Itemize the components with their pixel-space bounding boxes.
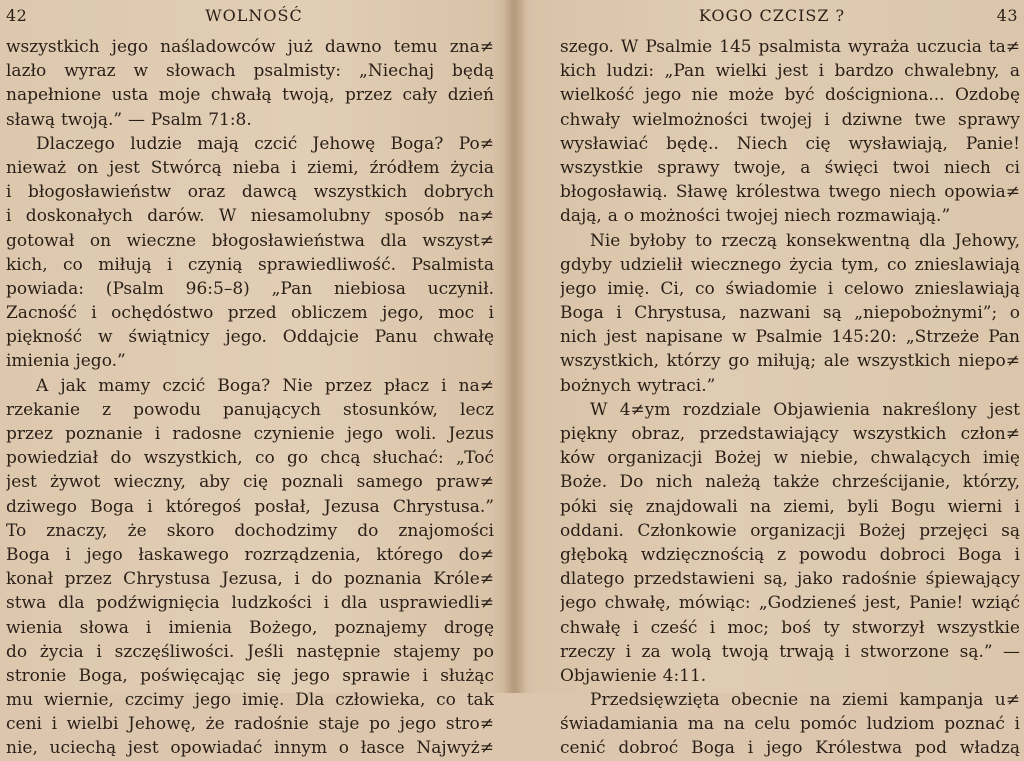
running-title: WOLNOŚĆ [205, 6, 303, 25]
left-page-text [6, 35, 494, 761]
right-page-text [560, 35, 1020, 761]
running-title: KOGO CZCISZ ? [698, 6, 846, 25]
left-page [0, 0, 508, 759]
text-line: stwa dla podźwignięcia ludzkości i dla usprawiedli≠ [6, 593, 494, 614]
text-line: chwałę i cześć i moc; boś ty stworzył wszystkie [560, 617, 1020, 638]
text-line: rzekanie z powodu panujących stosunków, lecz [6, 399, 494, 420]
text-line: ceni i wielbi Jehowę, że radośnie staje po jego stro≠ [6, 714, 494, 735]
text-line: chwały wielmożności twojej i dziwne twe sprawy [560, 109, 1020, 130]
text-line: gdyby udzielił wiecznego życia tym, co znieslawiają [560, 254, 1020, 275]
text-line: błogosławią. Sławę królestwa twego niech opowia≠ [560, 182, 1020, 203]
text-line: przez poznanie i radosne czynienie jego woli. Jezus [6, 424, 494, 444]
text-line: jest żywot wieczny, aby cię poznali samego praw≠ [6, 472, 494, 493]
text-line: Dlaczego ludzie mają czcić Jehowę Boga? Po≠ [36, 133, 494, 154]
text-line: mu wiernie, czcimy jego imię. Dla człowieka, co tak [6, 690, 494, 711]
text-line: wszystkich, którzy go miłują; ale wszystkich niepo≠ [560, 351, 1020, 372]
text-line: wielkość jego nie może być dościgniona... Ozdobę [560, 85, 1020, 106]
text-line: kich, co miłują i czynią sprawiedliwość. Psalmista [6, 254, 494, 275]
text-line: Boże. Do nich należą także chrześcijanie, którzy, [560, 472, 1020, 493]
text-line: powiada: (Psalm 96:5–8) „Pan niebiosa uczynił. [6, 278, 494, 299]
text-line: jego imię. Ci, co świadomie i celowo znieslawiają [560, 278, 1020, 299]
text-line: lazło wyraz w słowach psalmisty: „Niechaj będą [6, 61, 494, 82]
text-line: Przedsięwzięta obecnie na ziemi kampanja u≠ [590, 690, 1020, 711]
text-line: Boga i jego łaskawego rozrządzenia, którego do≠ [6, 544, 494, 565]
text-line: rzeczy i za wolą twoją trwają i stworzone są.” — [560, 641, 1020, 662]
text-line: nich jest napisane w Psalmie 145:20: „Strzeże Pan [560, 327, 1020, 348]
text-line: To znaczy, że skoro dochodzimy do znajomości [6, 520, 494, 541]
left-page-header [0, 6, 508, 30]
page-number: 42 [6, 6, 28, 25]
text-line: stronie Boga, poświęcając się jego sprawie i służąc [6, 665, 494, 686]
text-line: ków organizacji Bożej w niebie, chwalących imię [560, 448, 1020, 469]
text-line: Nie byłoby to rzeczą konsekwentną dla Jehowy, [590, 230, 1020, 251]
text-line: konał przez Chrystusa Jezusa, i do poznania Króle≠ [6, 569, 494, 590]
text-line: kich ludzi: „Pan wielki jest i bardzo chwalebny, a [560, 61, 1020, 82]
text-line: wszystkie sprawy twoje, a święci twoi niech ci [560, 157, 1020, 178]
text-line: wienia słowa i imienia Bożego, poznajemy drogę [6, 617, 494, 638]
text-line: szego. W Psalmie 145 psalmista wyraża uczucia ta≠ [560, 37, 1020, 57]
text-line: napełnione usta moje chwałą twoją, przez cały dzień [6, 85, 494, 106]
text-line: Zacność i ochędóstwo przed obliczem jego, moc i [6, 303, 494, 324]
text-line: piękność w świątnicy jego. Oddajcie Panu chwałę [6, 327, 494, 348]
text-line: sławą twoją.” — Psalm 71:8. [6, 109, 252, 130]
text-line: cenić dobroć Boga i jego Królestwa pod władzą [560, 738, 1020, 759]
text-line: Objawienie 4:11. [560, 665, 707, 686]
text-line: świadamiania ma na celu pomóc ludziom poznać i [560, 714, 1020, 735]
text-line: nie, uciechą jest opowiadać innym o łasce Najwyż≠ [6, 738, 494, 759]
text-line: głęboką wdzięcznością z powodu dobroci Boga i [560, 544, 1020, 565]
text-line: wysławiać będę.. Niech cię wysławiają, Panie! [560, 133, 1020, 154]
text-line: piękny obraz, przedstawiający wszystkich człon≠ [560, 424, 1020, 444]
text-line: i doskonałych darów. W niesamolubny sposób na≠ [6, 206, 494, 227]
right-page-header [520, 6, 1024, 30]
text-line: A jak mamy czcić Boga? Nie przez płacz i na≠ [36, 375, 494, 396]
text-line: W 4≠ym rozdziale Objawienia nakreślony jest [590, 399, 1020, 420]
text-line: wszystkich jego naśladowców już dawno temu zna≠ [6, 37, 494, 57]
text-line: i błogosławieństw oraz dawcą wszystkich dobrych [6, 182, 494, 203]
text-line: gotował on wieczne błogosławieństwa dla wszyst≠ [6, 230, 494, 251]
text-line: powiedział do wszystkich, co go chcą słuchać: „Toć [6, 448, 494, 469]
text-line: do życia i szczęśliwości. Jeśli następnie stajemy po [6, 641, 494, 662]
text-line: dziwego Boga i któregoś posłał, Jezusa Chrystusa.” [6, 496, 494, 517]
text-line: oddani. Członkowie organizacji Bożej przejęci są [560, 520, 1020, 541]
text-line: Boga i Chrystusa, nazwani są „niepobożnymi”; o [560, 303, 1020, 324]
text-line: dlatego przedstawieni są, jako radośnie śpiewający [560, 569, 1020, 590]
text-line: póki się znajdowali na ziemi, byli Bogu wierni i [560, 496, 1020, 517]
right-page [520, 0, 1024, 759]
page-number: 43 [996, 6, 1018, 25]
text-line: imienia jego.” [6, 351, 126, 372]
text-line: bożnych wytraci.” [560, 375, 716, 396]
text-line: jego chwałę, mówiąc: „Godzieneś jest, Panie! wziąć [560, 593, 1020, 614]
text-line: dają, a o możności twojej niech rozmawiają.” [560, 206, 951, 227]
text-line: nieważ on jest Stwórcą nieba i ziemi, źródłem życia [6, 157, 494, 178]
